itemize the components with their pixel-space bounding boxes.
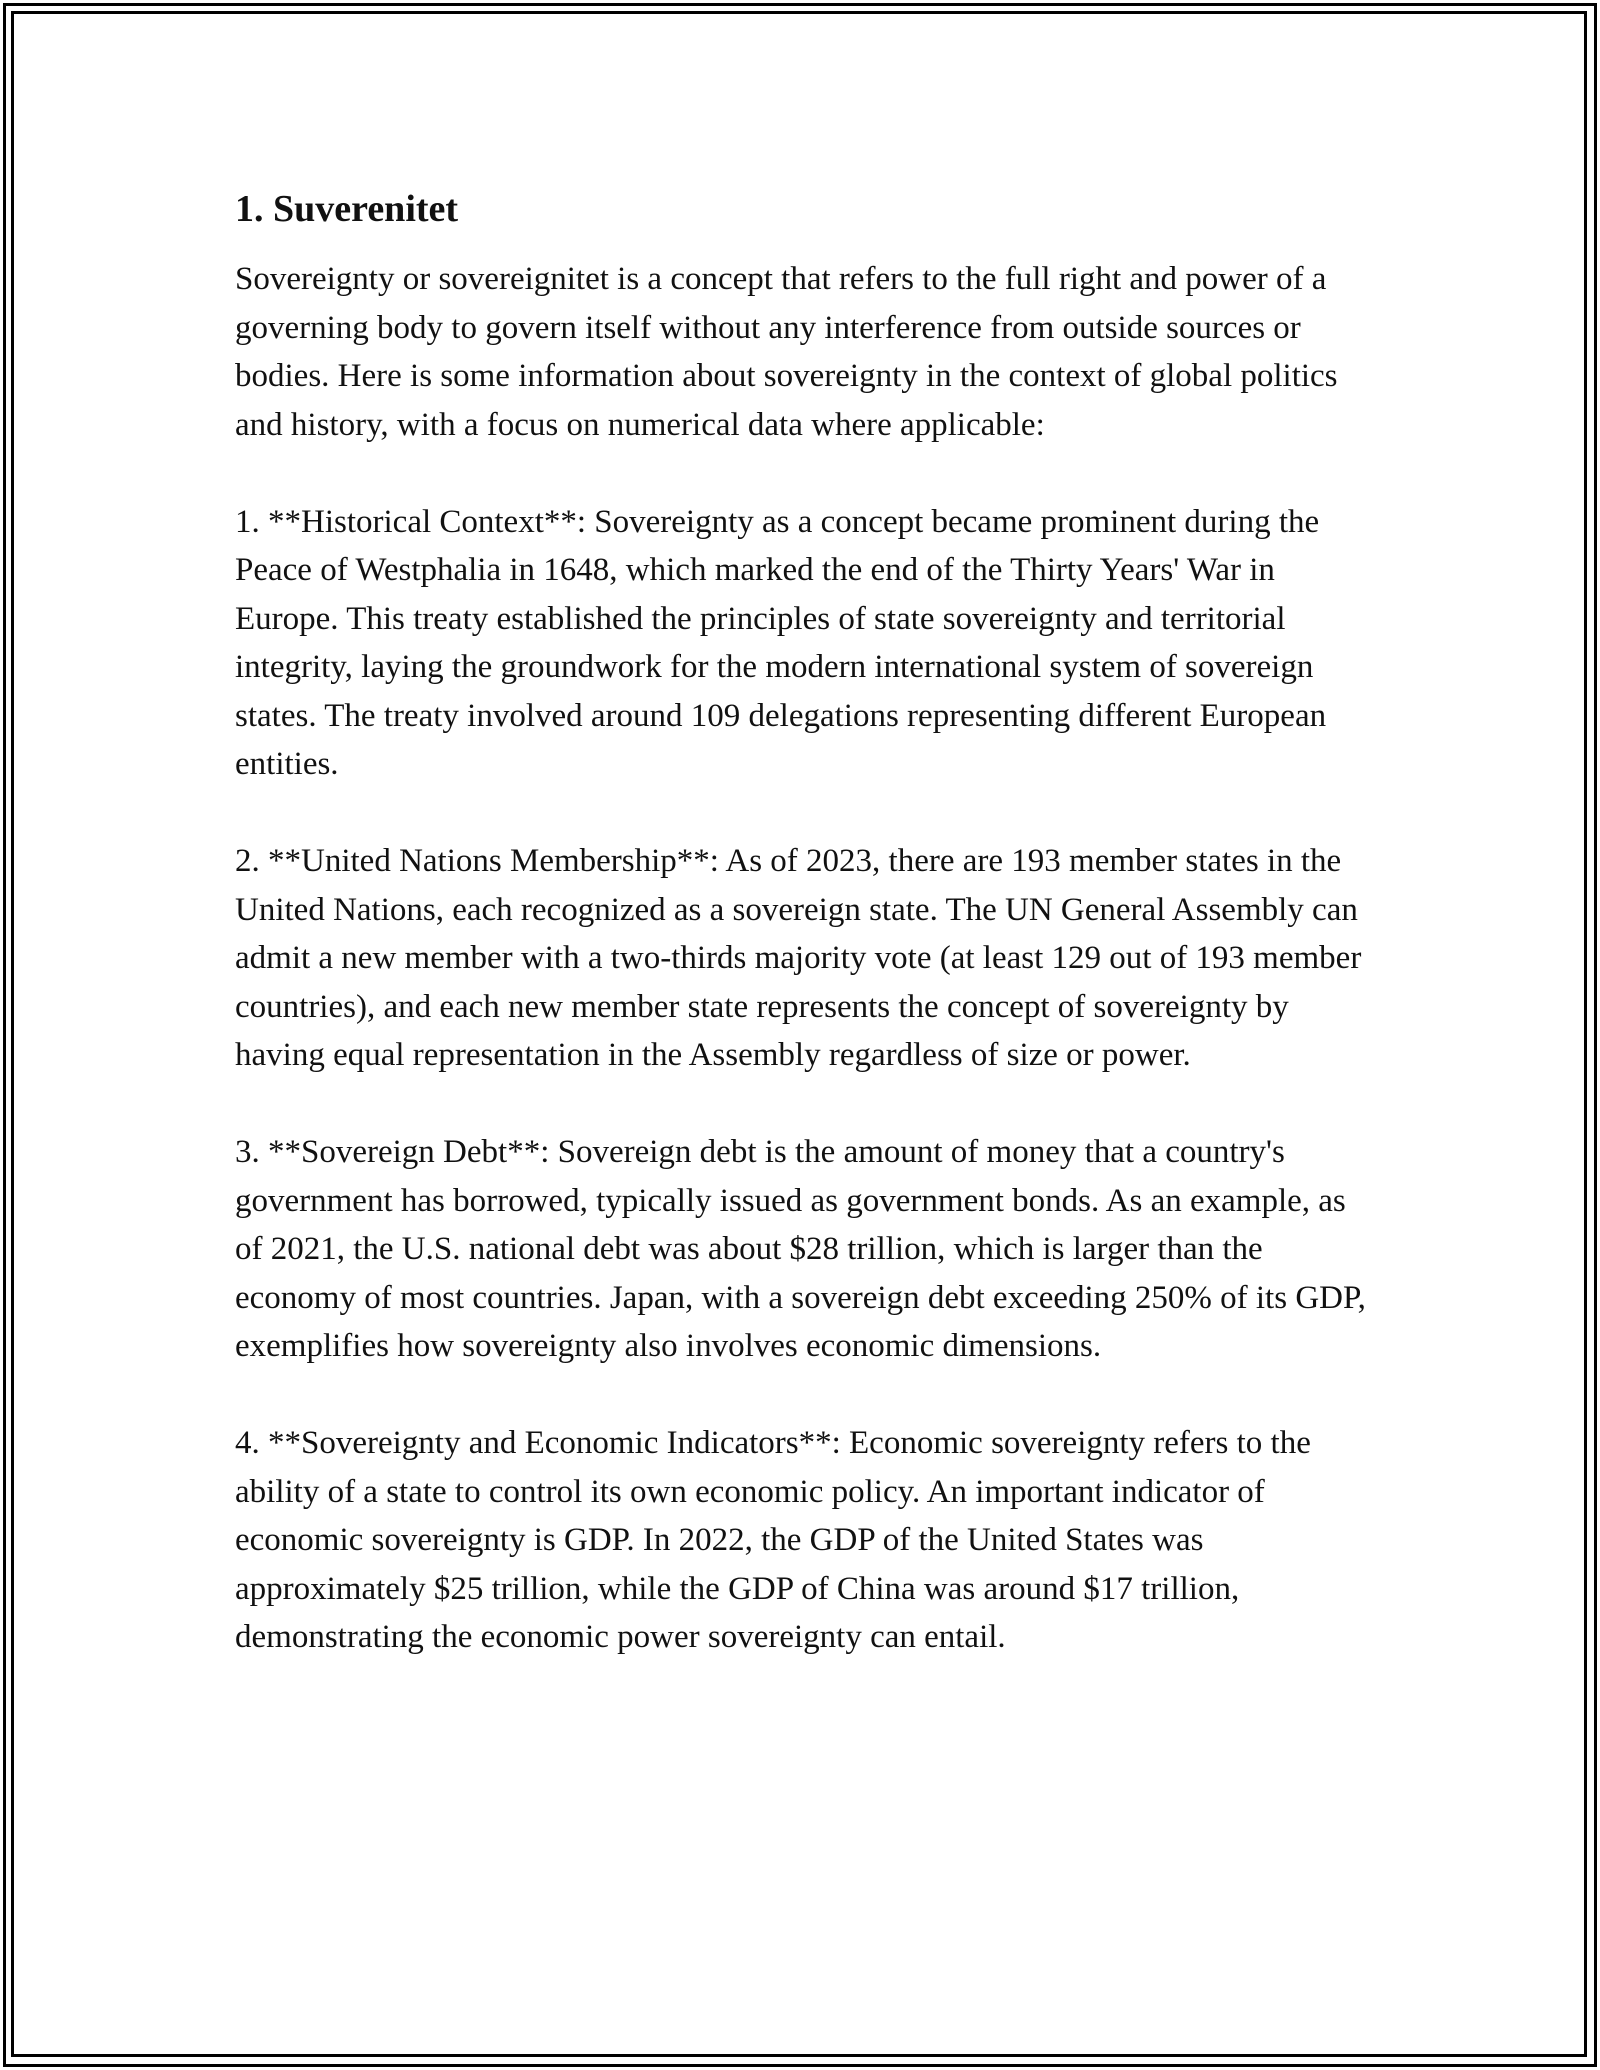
point-economic-indicators: 4. **Sovereignty and Economic Indicators**: Economic sovereignty refers to the ability of a state to control its own economic policy. An important indicator of economic sovereignty is GDP. In 2022, the GDP of the United States was approximately $25 trillion, while the GDP of China was around $17 trillion, demonstrating the economic power sovereignty can entail. [235,1425,1311,1655]
document-title: 1. Suverenitet [235,188,459,230]
intro-paragraph: Sovereignty or sovereignitet is a concept that refers to the full right and power of a governing body to govern itself without any interference from outside sources or bodies. Here is some information about sovereignty in the context of global politics and history, with a focus on numerical data where applicable: [235,261,1338,443]
document-body [235,185,1375,1662]
point-historical-context: 1. **Historical Context**: Sovereignty as a concept became prominent during the Peace of Westphalia in 1648, which marked the end of the Thirty Years' War in Europe. This treaty established the principles of state sovereignty and territorial integrity, laying the groundwork for the modern international system of sovereign states. The treaty involved around 109 delegations representing different European entities. [235,503,1327,782]
point-sovereign-debt: 3. **Sovereign Debt**: Sovereign debt is the amount of money that a country's government has borrowed, typically issued as government bonds. As an example, as of 2021, the U.S. national debt was about $28 trillion, which is larger than the economy of most countries. Japan, with a sovereign debt exceeding 250% of its GDP, exemplifies how sovereignty also involves economic dimensions. [235,1134,1366,1364]
point-united-nations-membership: 2. **United Nations Membership**: As of 2023, there are 193 member states in the United Nations, each recognized as a sovereign state. The UN General Assembly can admit a new member with a two-thirds majority vote (at least 129 out of 193 member countries), and each new member state represents the concept of sovereignty by having equal representation in the Assembly regardless of size or power. [235,843,1362,1073]
